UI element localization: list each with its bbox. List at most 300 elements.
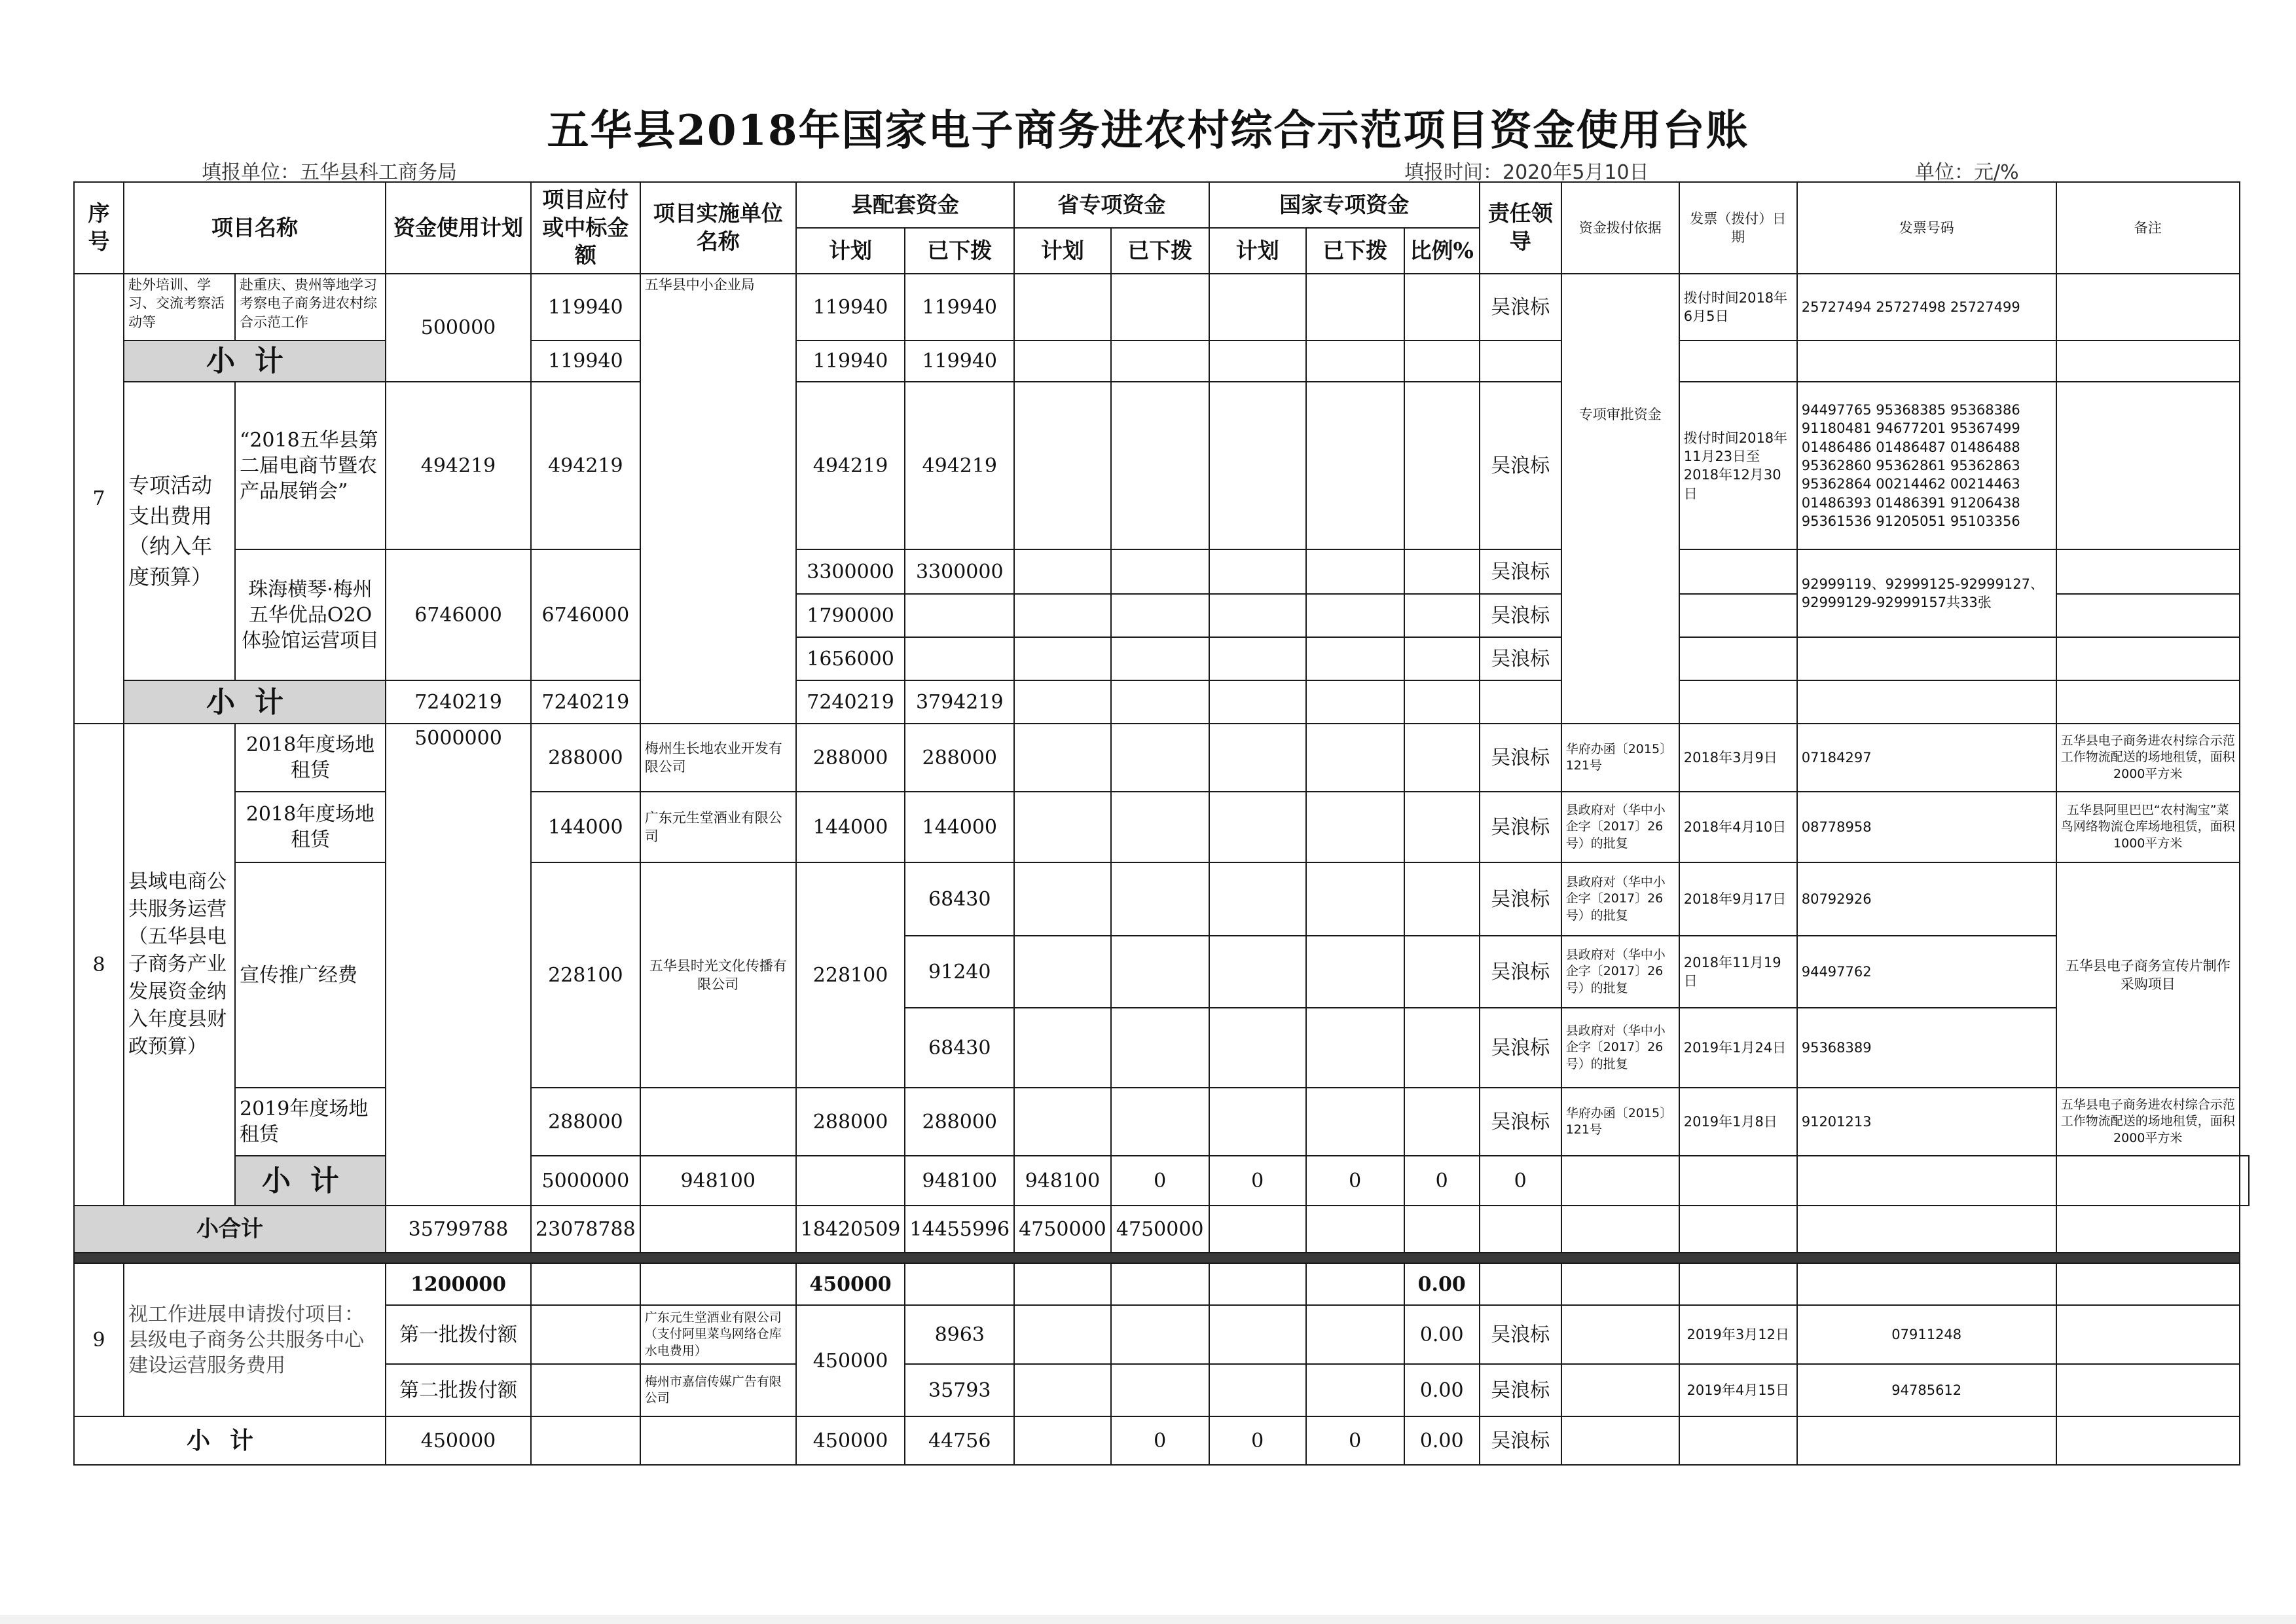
total-cell xyxy=(640,1206,796,1253)
row8-sub-prov-plan: 0 xyxy=(1111,1156,1209,1206)
row8c-cell xyxy=(1111,1008,1209,1088)
row8b-implementer: 广东元生堂酒业有限公司 xyxy=(640,792,796,862)
row8c-invoice-no-3: 95368389 xyxy=(1797,1008,2056,1088)
col-province-fund: 省专项资金 xyxy=(1014,182,1209,228)
row9-cell xyxy=(1306,1364,1404,1416)
o2o-payable: 6746000 xyxy=(531,549,640,680)
row9-cell xyxy=(2056,1364,2240,1416)
row7-sub-cell xyxy=(1209,341,1306,382)
row8c-payable: 228100 xyxy=(531,862,640,1088)
special-sub-payable: 7240219 xyxy=(531,680,640,724)
row9-county-plan: 450000 xyxy=(796,1305,905,1416)
row8b-basis: 县政府对（华中小企字〔2017〕26号）的批复 xyxy=(1561,792,1679,862)
row9-batch2-invoice-no: 94785612 xyxy=(1797,1364,2056,1416)
row8c-name: 宣传推广经费 xyxy=(235,862,386,1088)
row9-cell xyxy=(531,1364,640,1416)
row8a-cell xyxy=(1014,724,1111,792)
expo-cell xyxy=(1209,382,1306,549)
row8c-basis-1: 县政府对（华中小企字〔2017〕26号）的批复 xyxy=(1561,862,1679,936)
row8d-cell xyxy=(1209,1088,1306,1156)
row9-cell xyxy=(1561,1305,1679,1364)
row9-cell xyxy=(1209,1305,1306,1364)
reporting-time: 填报时间：2020年5月10日 xyxy=(1404,161,1649,184)
row9-sub-nat-paid: 0 xyxy=(1306,1416,1404,1465)
row8-subtotal-label: 小计 xyxy=(235,1156,386,1206)
row8d-county-plan: 288000 xyxy=(796,1088,905,1156)
row8a-implementer: 梅州生长地农业开发有限公司 xyxy=(640,724,796,792)
row7-county-plan: 119940 xyxy=(796,274,905,341)
special-sub-county-paid: 3794219 xyxy=(905,680,1014,724)
row-seq-9: 9 xyxy=(74,1263,124,1416)
o2o-cell xyxy=(2056,594,2240,637)
row9-cell xyxy=(531,1263,640,1305)
row8a-cell xyxy=(1306,724,1404,792)
row9-cell xyxy=(1111,1305,1209,1364)
row8a-county-paid: 288000 xyxy=(905,724,1014,792)
col-remark: 备注 xyxy=(2056,182,2240,274)
row8b-invoice-no: 08778958 xyxy=(1797,792,2056,862)
row8c-cell xyxy=(1306,1008,1404,1088)
row-seq-7: 7 xyxy=(74,274,124,724)
total-payable: 23078788 xyxy=(531,1206,640,1253)
row8-sub-county-plan: 948100 xyxy=(905,1156,1014,1206)
row8c-county-plan: 228100 xyxy=(796,862,905,1088)
o2o-cell xyxy=(2056,549,2240,594)
o2o-cell xyxy=(1797,637,2056,680)
total-cell xyxy=(1561,1206,1679,1253)
col-nat-paid: 已下拨 xyxy=(1306,228,1404,274)
subtotal-row xyxy=(74,1416,2249,1465)
row8c-invoice-no-1: 80792926 xyxy=(1797,862,2056,936)
separator-bar xyxy=(74,1253,2240,1263)
row8a-payable: 288000 xyxy=(531,724,640,792)
o2o-cell xyxy=(1679,594,1797,637)
o2o-cell xyxy=(1306,637,1404,680)
row8c-date-2: 2018年11月19日 xyxy=(1679,936,1797,1008)
row8-sub-cell xyxy=(1561,1156,1679,1206)
row8c-paid-3: 68430 xyxy=(905,1008,1014,1088)
row8-sub-cell xyxy=(1797,1156,2056,1206)
row9-cell xyxy=(1561,1364,1679,1416)
row8-sub-nat-paid: 0 xyxy=(1404,1156,1480,1206)
row7-sub-cell xyxy=(1014,341,1111,382)
col-payable: 项目应付或中标金额 xyxy=(531,182,640,274)
o2o-plan: 6746000 xyxy=(386,549,531,680)
row9-batch1-leader: 吴浪标 xyxy=(1480,1305,1561,1364)
expo-payable: 494219 xyxy=(531,382,640,549)
total-label: 小合计 xyxy=(74,1206,386,1253)
row8a-cell xyxy=(1111,724,1209,792)
row7-nat-ratio xyxy=(1404,274,1480,341)
row9-cell xyxy=(1306,1305,1404,1364)
row9-batch1-name: 第一批拨付额 xyxy=(386,1305,531,1364)
row7-sub-cell xyxy=(1306,341,1404,382)
o2o-cell xyxy=(905,594,1014,637)
expo-name: “2018五华县第二届电商节暨农产品展销会” xyxy=(235,382,386,549)
row9-sub-cell xyxy=(1561,1416,1679,1465)
row8a-cell xyxy=(1404,724,1480,792)
row9-cell xyxy=(1111,1364,1209,1416)
o2o-name: 珠海横琴·梅州五华优品O2O体验馆运营项目 xyxy=(235,549,386,680)
row8b-remark: 五华县阿里巴巴“农村淘宝”菜鸟网络物流仓库场地租赁，面积1000平方米 xyxy=(2056,792,2240,862)
o2o-cell xyxy=(1209,549,1306,594)
row9-cell xyxy=(2056,1263,2240,1305)
row8b-leader: 吴浪标 xyxy=(1480,792,1561,862)
o2o-leader-3: 吴浪标 xyxy=(1480,637,1561,680)
row9-cell xyxy=(640,1263,796,1305)
row8b-cell xyxy=(1306,792,1404,862)
special-sub-cell xyxy=(1306,680,1404,724)
row9-cell xyxy=(1306,1263,1404,1305)
row9-batch1-invoice-no: 07911248 xyxy=(1797,1305,2056,1364)
row7-plan: 500000 xyxy=(386,274,531,382)
row8d-basis: 华府办函〔2015〕121号 xyxy=(1561,1088,1679,1156)
row7-sub-payable: 119940 xyxy=(531,341,640,382)
special-implementer: 五华县中小企业局 xyxy=(640,274,796,724)
special-sub-cell xyxy=(1111,680,1209,724)
special-basis: 专项审批资金 xyxy=(1561,274,1679,724)
table-row xyxy=(74,549,2249,594)
expo-county-plan: 494219 xyxy=(796,382,905,549)
row8a-remark: 五华县电子商务进农村综合示范工作物流配送的场地租赁，面积2000平方米 xyxy=(2056,724,2240,792)
fund-ledger-table xyxy=(73,181,2250,1466)
row9-sub-cell xyxy=(531,1416,640,1465)
table-row xyxy=(74,1263,2249,1305)
row8a-leader: 吴浪标 xyxy=(1480,724,1561,792)
o2o-cell xyxy=(1014,549,1111,594)
currency-unit: 单位：元/% xyxy=(1915,161,2019,184)
row7-nat-paid xyxy=(1306,274,1404,341)
row8a-basis: 华府办函〔2015〕121号 xyxy=(1561,724,1679,792)
row9-head-plan: 1200000 xyxy=(386,1263,531,1305)
special-sub-cell xyxy=(1404,680,1480,724)
row9-cell xyxy=(1679,1263,1797,1305)
row8b-name: 2018年度场地租赁 xyxy=(235,792,386,862)
o2o-cell xyxy=(1306,594,1404,637)
row8c-cell xyxy=(1209,1008,1306,1088)
expo-cell xyxy=(1111,382,1209,549)
total-cell xyxy=(1404,1206,1480,1253)
row8d-cell xyxy=(1111,1088,1209,1156)
col-implementer: 项目实施单位名称 xyxy=(640,182,796,274)
o2o-invoice-no: 92999119、92999125-92999127、92999129-92999157共33张 xyxy=(1797,549,2056,637)
row9-sub-cell xyxy=(1679,1416,1797,1465)
row7-sub-county-paid: 119940 xyxy=(905,341,1014,382)
row9-cell xyxy=(1014,1305,1111,1364)
row8c-paid-2: 91240 xyxy=(905,936,1014,1008)
expo-cell xyxy=(1014,382,1111,549)
table-row xyxy=(74,1364,2249,1416)
row9-batch1-implementer: 广东元生堂酒业有限公司（支付阿里菜鸟网络仓库水电费用） xyxy=(640,1305,796,1364)
row9-sub-prov-paid: 0 xyxy=(1111,1416,1209,1465)
col-county-plan: 计划 xyxy=(796,228,905,274)
expo-invoice-date: 拨付时间2018年11月23日至2018年12月30日 xyxy=(1679,382,1797,549)
row8b-county-paid: 144000 xyxy=(905,792,1014,862)
row9-batch2-implementer: 梅州市嘉信传媒广告有限公司 xyxy=(640,1364,796,1416)
o2o-cell xyxy=(1014,594,1111,637)
row7-remark xyxy=(2056,274,2240,341)
row9-sub-nat-ratio: 0.00 xyxy=(1404,1416,1480,1465)
row8b-payable: 144000 xyxy=(531,792,640,862)
total-prov-paid: 4750000 xyxy=(1111,1206,1209,1253)
expo-plan: 494219 xyxy=(386,382,531,549)
row8-sub-nat-ratio: 0 xyxy=(1480,1156,1561,1206)
row9-sub-nat-plan: 0 xyxy=(1209,1416,1306,1465)
col-seq: 序号 xyxy=(74,182,124,274)
col-invoice-date: 发票（拨付）日期 xyxy=(1679,182,1797,274)
row8c-invoice-no-2: 94497762 xyxy=(1797,936,2056,1008)
col-name: 项目名称 xyxy=(124,182,386,274)
row7-sub-cell xyxy=(2056,341,2240,382)
o2o-county-plan-1: 3300000 xyxy=(796,549,905,594)
row9-head-county-plan: 450000 xyxy=(796,1263,905,1305)
row8-plan: 5000000 xyxy=(386,724,531,1206)
total-county-plan: 18420509 xyxy=(796,1206,905,1253)
row8b-cell xyxy=(1111,792,1209,862)
row8b-cell xyxy=(1014,792,1111,862)
row8-sub-cell xyxy=(2240,1156,2249,1206)
row8-sub-payable: 948100 xyxy=(640,1156,796,1206)
col-nat-ratio: 比例% xyxy=(1404,228,1480,274)
row9-subtotal-label: 小计 xyxy=(74,1416,386,1465)
row8a-date: 2018年3月9日 xyxy=(1679,724,1797,792)
row8d-invoice-no: 91201213 xyxy=(1797,1088,2056,1156)
row9-cell xyxy=(1014,1263,1111,1305)
row8-sub-cell xyxy=(1679,1156,1797,1206)
row9-cell xyxy=(1209,1364,1306,1416)
row8c-cell xyxy=(1404,1008,1480,1088)
row8b-county-plan: 144000 xyxy=(796,792,905,862)
row7-sub-cell xyxy=(1404,341,1480,382)
row9-sub-cell xyxy=(1014,1416,1111,1465)
row8c-cell xyxy=(1014,936,1111,1008)
total-cell xyxy=(1679,1206,1797,1253)
row9-sub-cell xyxy=(1797,1416,2056,1465)
row8d-cell xyxy=(1404,1088,1480,1156)
row8-sub-county-paid: 948100 xyxy=(1014,1156,1111,1206)
row9-cell xyxy=(905,1263,1014,1305)
row8d-name: 2019年度场地租赁 xyxy=(235,1088,386,1156)
expo-cell xyxy=(1306,382,1404,549)
row8c-cell xyxy=(1111,862,1209,936)
row8d-date: 2019年1月8日 xyxy=(1679,1088,1797,1156)
row8c-implementer: 五华县时光文化传播有限公司 xyxy=(640,862,796,1088)
expo-leader: 吴浪标 xyxy=(1480,382,1561,549)
row9-batch1-date: 2019年3月12日 xyxy=(1679,1305,1797,1364)
row9-batch1-paid: 8963 xyxy=(905,1305,1014,1364)
row8-sub-plan: 5000000 xyxy=(531,1156,640,1206)
row8c-cell xyxy=(1404,862,1480,936)
row8a-name: 2018年度场地租赁 xyxy=(235,724,386,792)
row8c-cell xyxy=(1014,862,1111,936)
row8c-leader-3: 吴浪标 xyxy=(1480,1008,1561,1088)
o2o-cell xyxy=(1404,637,1480,680)
row7-subtotal-label: 小计 xyxy=(124,341,386,382)
table-row xyxy=(74,274,2249,341)
row8c-basis-3: 县政府对（华中小企字〔2017〕26号）的批复 xyxy=(1561,1008,1679,1088)
row9-cell xyxy=(1797,1263,2056,1305)
document-title: 五华县2018年国家电子商务进农村综合示范项目资金使用台账 xyxy=(547,106,1749,155)
o2o-leader-1: 吴浪标 xyxy=(1480,549,1561,594)
col-national-fund: 国家专项资金 xyxy=(1209,182,1480,228)
row9-cell xyxy=(1480,1263,1561,1305)
total-cell xyxy=(1209,1206,1306,1253)
special-sub-cell xyxy=(1480,680,1561,724)
row8c-cell xyxy=(1014,1008,1111,1088)
total-cell xyxy=(2056,1206,2240,1253)
row8b-date: 2018年4月10日 xyxy=(1679,792,1797,862)
total-cell xyxy=(1480,1206,1561,1253)
special-sub-plan: 7240219 xyxy=(386,680,531,724)
row8d-implementer xyxy=(640,1088,796,1156)
o2o-cell xyxy=(2056,637,2240,680)
col-county-fund: 县配套资金 xyxy=(796,182,1014,228)
row9-name: 视工作进展申请拨付项目：县级电子商务公共服务中心建设运营服务费用 xyxy=(124,1263,386,1416)
row8b-cell xyxy=(1404,792,1480,862)
row9-cell xyxy=(1209,1263,1306,1305)
row9-cell xyxy=(531,1305,640,1364)
subtotal-row xyxy=(74,680,2249,724)
special-sub-cell xyxy=(1797,680,2056,724)
row8-sub-cell xyxy=(2056,1156,2240,1206)
o2o-leader-2: 吴浪标 xyxy=(1480,594,1561,637)
special-group-name: 专项活动支出费用（纳入年度预算） xyxy=(124,382,235,680)
total-prov-plan: 4750000 xyxy=(1014,1206,1111,1253)
o2o-cell xyxy=(1014,637,1111,680)
row9-cell xyxy=(1561,1263,1679,1305)
row8c-leader-1: 吴浪标 xyxy=(1480,862,1561,936)
row8c-date-1: 2018年9月17日 xyxy=(1679,862,1797,936)
table-row xyxy=(74,1305,2249,1364)
row7-leader: 吴浪标 xyxy=(1480,274,1561,341)
col-prov-plan: 计划 xyxy=(1014,228,1111,274)
row7-name-a: 赴外培训、学习、交流考察活动等 xyxy=(124,274,235,341)
o2o-county-plan-2: 1790000 xyxy=(796,594,905,637)
separator-row xyxy=(74,1253,2249,1263)
row7-sub-cell xyxy=(1480,341,1561,382)
row9-batch2-leader: 吴浪标 xyxy=(1480,1364,1561,1416)
row9-batch1-ratio: 0.00 xyxy=(1404,1305,1480,1364)
row7-prov-plan xyxy=(1014,274,1111,341)
row8a-invoice-no: 07184297 xyxy=(1797,724,2056,792)
row8c-date-3: 2019年1月24日 xyxy=(1679,1008,1797,1088)
col-leader: 责任领导 xyxy=(1480,182,1561,274)
o2o-cell xyxy=(1679,549,1797,594)
o2o-cell xyxy=(1404,594,1480,637)
row8-sub-cell xyxy=(796,1156,905,1206)
row8c-leader-2: 吴浪标 xyxy=(1480,936,1561,1008)
row7-invoice-no: 25727494 25727498 25727499 xyxy=(1797,274,2056,341)
row7-county-paid: 119940 xyxy=(905,274,1014,341)
o2o-cell xyxy=(1111,637,1209,680)
o2o-cell xyxy=(1404,549,1480,594)
row8c-paid-1: 68430 xyxy=(905,862,1014,936)
expo-remark xyxy=(2056,382,2240,549)
row-seq-8: 8 xyxy=(74,724,124,1206)
o2o-cell xyxy=(1209,594,1306,637)
row8d-payable: 288000 xyxy=(531,1088,640,1156)
expo-invoice-no: 94497765 95368385 95368386 91180481 94677201 95367499 01486486 01486487 01486488 95362860 95362861 95362863 95362864 00214462 00214463 01486393 01486391 91206438 95361536 91205051 95103356 xyxy=(1797,382,2056,549)
row8c-cell xyxy=(1306,936,1404,1008)
row8d-cell xyxy=(1306,1088,1404,1156)
row8-group-name: 县域电商公共服务运营（五华县电子商务产业发展资金纳入年度县财政预算） xyxy=(124,724,235,1206)
row8c-cell xyxy=(1209,862,1306,936)
o2o-cell xyxy=(1306,549,1404,594)
row7-payable: 119940 xyxy=(531,274,640,341)
row9-sub-plan: 450000 xyxy=(386,1416,531,1465)
o2o-county-paid-1: 3300000 xyxy=(905,549,1014,594)
o2o-cell xyxy=(1679,637,1797,680)
total-cell xyxy=(1797,1206,2056,1253)
row8c-cell xyxy=(1111,936,1209,1008)
special-sub-county-plan: 7240219 xyxy=(796,680,905,724)
row8d-leader: 吴浪标 xyxy=(1480,1088,1561,1156)
row9-sub-county-plan: 450000 xyxy=(796,1416,905,1465)
row7-sub-cell xyxy=(1797,341,2056,382)
row8-sub-nat-plan: 0 xyxy=(1306,1156,1404,1206)
row9-batch2-ratio: 0.00 xyxy=(1404,1364,1480,1416)
col-invoice-no: 发票号码 xyxy=(1797,182,2056,274)
row9-batch2-date: 2019年4月15日 xyxy=(1679,1364,1797,1416)
row7-invoice-date: 拨付时间2018年6月5日 xyxy=(1679,274,1797,341)
row8d-county-paid: 288000 xyxy=(905,1088,1014,1156)
row8a-county-plan: 288000 xyxy=(796,724,905,792)
row9-sub-cell xyxy=(2056,1416,2240,1465)
row9-batch2-name: 第二批拨付额 xyxy=(386,1364,531,1416)
row9-cell xyxy=(1014,1364,1111,1416)
row7-sub-cell xyxy=(1679,341,1797,382)
row8d-remark: 五华县电子商务进农村综合示范工作物流配送的场地租赁，面积2000平方米 xyxy=(2056,1088,2240,1156)
row9-cell xyxy=(2056,1305,2240,1364)
expo-county-paid: 494219 xyxy=(905,382,1014,549)
o2o-cell xyxy=(1111,594,1209,637)
row8a-cell xyxy=(1209,724,1306,792)
row8c-cell xyxy=(1404,936,1480,1008)
row7-name-b: 赴重庆、贵州等地学习考察电子商务进农村综合示范工作 xyxy=(235,274,386,341)
row8c-cell xyxy=(1209,936,1306,1008)
row8d-cell xyxy=(1014,1088,1111,1156)
o2o-cell xyxy=(1209,637,1306,680)
total-county-paid: 14455996 xyxy=(905,1206,1014,1253)
col-basis: 资金拨付依据 xyxy=(1561,182,1679,274)
col-county-paid: 已下拨 xyxy=(905,228,1014,274)
special-sub-cell xyxy=(2056,680,2240,724)
row7-sub-county-plan: 119940 xyxy=(796,341,905,382)
total-cell xyxy=(1306,1206,1404,1253)
row9-cell xyxy=(1111,1263,1209,1305)
row8c-remark: 五华县电子商务宣传片制作采购项目 xyxy=(2056,862,2240,1088)
special-sub-cell xyxy=(1014,680,1111,724)
row7-nat-plan xyxy=(1209,274,1306,341)
o2o-cell xyxy=(1111,549,1209,594)
row9-sub-county-paid: 44756 xyxy=(905,1416,1014,1465)
col-nat-plan: 计划 xyxy=(1209,228,1306,274)
expo-cell xyxy=(1404,382,1480,549)
row9-head-ratio: 0.00 xyxy=(1404,1263,1480,1305)
special-sub-cell xyxy=(1209,680,1306,724)
o2o-county-plan-3: 1656000 xyxy=(796,637,905,680)
row8-sub-prov-paid: 0 xyxy=(1209,1156,1306,1206)
table-row xyxy=(74,382,2249,549)
reporting-unit: 填报单位：五华县科工商务局 xyxy=(202,161,457,184)
total-plan: 35799788 xyxy=(386,1206,531,1253)
row9-sub-leader: 吴浪标 xyxy=(1480,1416,1561,1465)
row7-sub-cell xyxy=(1111,341,1209,382)
row8c-basis-2: 县政府对（华中小企字〔2017〕26号）的批复 xyxy=(1561,936,1679,1008)
o2o-cell xyxy=(905,637,1014,680)
col-prov-paid: 已下拨 xyxy=(1111,228,1209,274)
row9-sub-cell xyxy=(640,1416,796,1465)
